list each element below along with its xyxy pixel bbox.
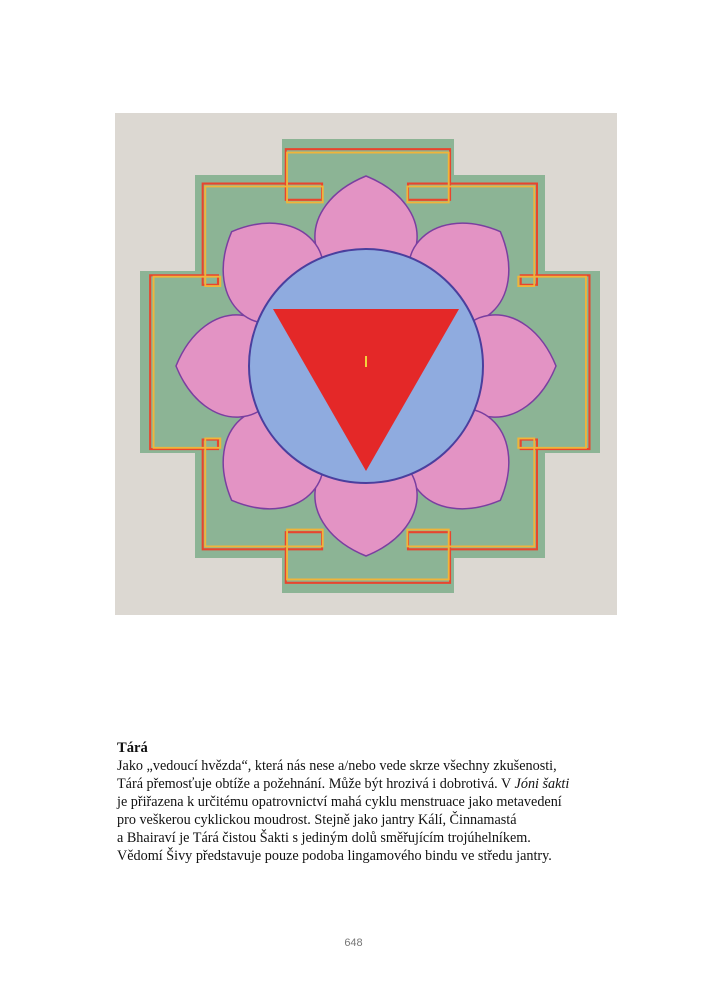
- caption-line-2: Tárá přemosťuje obtíže a požehnání. Může být hrozivá i dobrotivá. V Jóni šakti: [117, 776, 570, 792]
- caption-title: Tárá: [117, 740, 148, 756]
- caption-italic-term: Jóni šakti: [514, 776, 570, 792]
- caption-block: [117, 739, 617, 865]
- caption-line-5: a Bhairaví je Tárá čistou Šakti s jediným dolů směřujícím trojúhelníkem.: [117, 830, 531, 846]
- caption-line-1: Jako „vedoucí hvězda“, která nás nese a/nebo vede skrze všechny zkušenosti,: [117, 758, 557, 774]
- caption-line-6: Vědomí Šivy představuje pouze podoba lingamového bindu ve středu jantry.: [117, 848, 552, 864]
- caption-line-4: pro veškerou cyklickou moudrost. Stejně jako jantry Kálí, Činnamastá: [117, 812, 517, 828]
- page-number: 648: [344, 937, 363, 949]
- caption-line-3: je přiřazena k určitému opatrovnictví mahá cyklu menstruace jako metavedení: [117, 794, 562, 810]
- tara-yantra-painting: [115, 113, 617, 615]
